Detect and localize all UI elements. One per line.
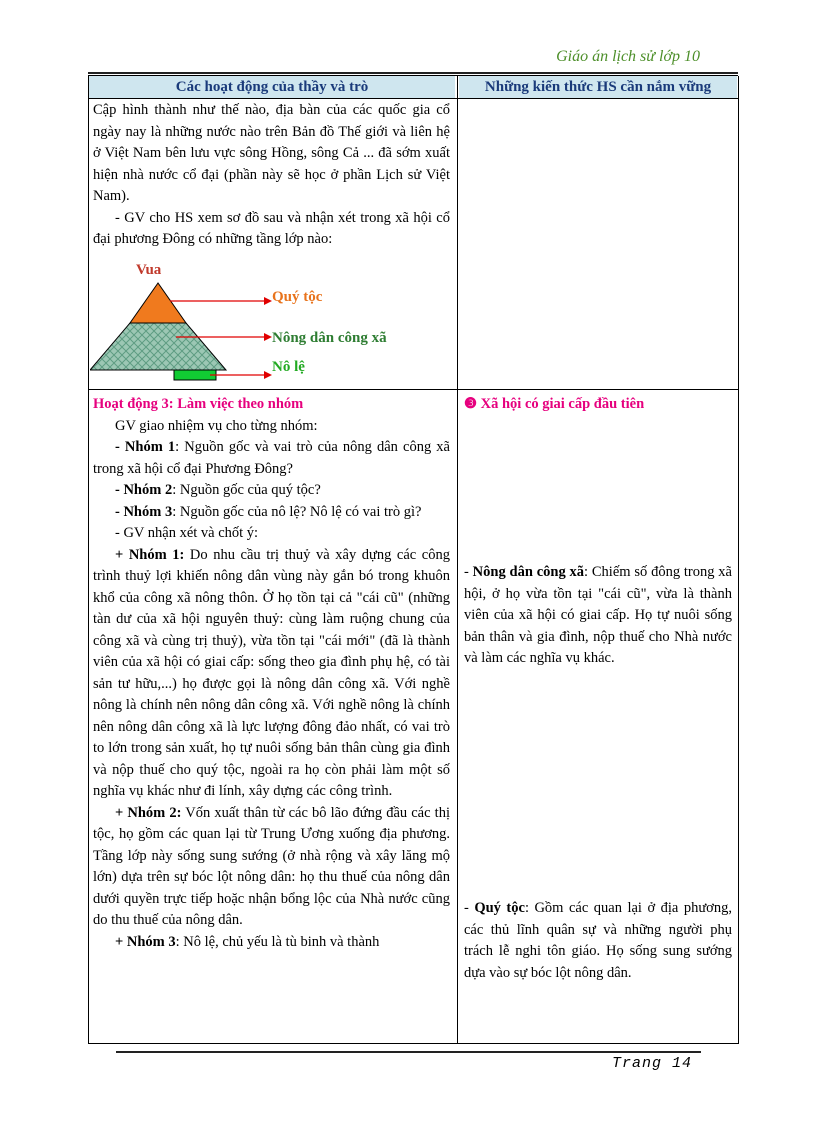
pyramid-top-quy-toc <box>130 283 186 323</box>
knowledge-quy-toc-prefix: - <box>464 900 475 916</box>
section-bullet-icon: ❸ <box>464 396 477 412</box>
teacher-conclusion: - GV nhận xét và chốt ý: <box>115 525 259 541</box>
answer-group-3-text: : Nô lệ, chủ yếu là tù binh và thành <box>175 933 380 950</box>
activity-heading: Hoạt động 3: Làm việc theo nhóm <box>93 396 304 412</box>
table-column-divider <box>457 76 458 1044</box>
task-group-2-label: - Nhóm 2 <box>115 482 173 498</box>
arrowhead-quy-toc <box>264 297 272 305</box>
answer-group-1-text: Do nhu cầu trị thuỷ và xây dựng các công trình thuỷ lợi khiến nông dân vùng này gắn bó trong khuôn khổ của công xã nông thôn. Ở họ tồn tại cả "cái cũ" (những tàn dư của xã hội nguyên thuỷ: cùng làm ruộng chung của công xã và cùng trị thuỷ), vừa tồn tại "cái mới" (đã là thành viên của xã hội có giai cấp: sống theo gia đình phụ hệ, có tài sản tư hữu,...) họ được gọi là nông dân công xã. Với nghề nông là chính nên nông dân công xã. Với nghề nông là chính nên nông dân công xã là lực lượng đông đảo nhất, có vai trò to lớn trong sản xuất, họ tự nuôi sống bản thân cùng gia đình và nộp thuế cho quý tộc, ngoài ra họ còn phải làm một số nghĩa vụ khác như đi lính, xây dựng các công trình. <box>93 546 450 799</box>
label-vua: Vua <box>136 262 162 278</box>
knowledge-quy-toc-label: Quý tộc <box>474 900 525 916</box>
label-nong-dan-cong-xa: Nông dân công xã <box>272 330 387 346</box>
column-header-left: Các hoạt động của thầy và trò <box>89 76 455 98</box>
task-group-3-text: : Nguồn gốc của nô lệ? Nô lệ có vai trò gì? <box>172 503 422 520</box>
answer-group-2-text: Vốn xuất thân từ các bô lão đứng đầu các thị tộc, họ gồm các quan lại từ Trung Ương xuống địa phương. Tầng lớp này sống sung sướng (ở nhà rộng và xây lăng mộ lớn) dựa trên sự bóc lột nông dân: họ thu thuế của nông dân dưới quyền trực tiếp hoặc nhận bổng lộc của Nhà nước cũng do thu thuế của nông dân. <box>93 804 450 928</box>
table-bottom-border <box>88 1043 738 1044</box>
row1-paragraph-1: Cập hình thành như thế nào, địa bàn của các quốc gia cổ ngày nay là những nước nào trên Bản đồ Thế giới và liên hệ ở Việt Nam bên lưu vực sông Hồng, sông Cả ... đã sớm xuất hiện nhà nước cổ đại (phần này sẽ học ở phần Lịch sử Việt Nam). <box>93 102 450 204</box>
label-no-le: Nô lệ <box>272 359 305 375</box>
answer-group-1-label: + Nhóm 1: <box>115 546 185 563</box>
answer-group-3-label: + Nhóm 3 <box>115 933 176 950</box>
knowledge-nong-dan-text: : Chiếm số đông trong xã hội, ở họ vừa tồn tại "cái cũ", vừa là thành viên của xã hội có giai cấp. Họ tự nuôi sống bản thân và gia đình, nộp thuế cho Nhà nước và làm các nghĩa vụ khác. <box>464 564 732 666</box>
column-header-right: Những kiến thức HS cần nắm vững <box>459 76 737 98</box>
table-right-border <box>738 76 739 1044</box>
answer-group-1 <box>93 545 450 803</box>
table-left-border <box>88 76 89 1044</box>
task-group-3-label: - Nhóm 3 <box>115 503 173 520</box>
footer-rule <box>116 1051 701 1053</box>
header-rule <box>88 72 738 74</box>
section-heading <box>464 394 732 416</box>
answer-group-2 <box>93 803 450 932</box>
knowledge-nong-dan-prefix: - <box>464 564 473 580</box>
row1-paragraph-2: - GV cho HS xem sơ đồ sau và nhận xét trong xã hội cổ đại phương Đông có những tầng lớp nào: <box>93 209 450 247</box>
arrowhead-nong-dan <box>264 333 272 341</box>
task-group-1-label: - Nhóm 1 <box>115 439 176 455</box>
header-title: Giáo án lịch sử lớp 10 <box>556 48 700 65</box>
label-quy-toc: Quý tộc <box>272 289 323 305</box>
knowledge-nong-dan-paragraph <box>464 562 732 670</box>
row-divider <box>88 389 738 390</box>
task-group-3 <box>93 502 450 524</box>
knowledge-quy-toc-paragraph <box>464 898 732 984</box>
task-group-2 <box>93 480 450 502</box>
pyramid-middle-nong-dan <box>90 323 226 370</box>
answer-group-2-label: + Nhóm 2: <box>115 804 182 821</box>
section-heading-text: Xã hội có giai cấp đầu tiên <box>480 396 645 412</box>
table-header-bottom-border <box>88 98 738 99</box>
page-number: Trang 14 <box>612 1055 693 1072</box>
knowledge-nong-dan <box>464 562 732 670</box>
knowledge-nong-dan-label: Nông dân công xã <box>472 564 585 580</box>
task-intro: GV giao nhiệm vụ cho từng nhóm: <box>115 417 318 434</box>
knowledge-quy-toc-text: : Gồm các quan lại ở địa phương, các thủ lĩnh quân sự và những người phụ trách lễ nghi tôn giáo. Họ sống sung sướng dựa vào sự bóc lột nông dân. <box>464 900 732 981</box>
task-group-1 <box>93 437 450 480</box>
answer-group-3 <box>93 932 450 954</box>
arrowhead-no-le <box>264 371 272 379</box>
pyramid-base-no-le <box>174 370 216 380</box>
task-group-1-text: : Nguồn gốc và vai trò của nông dân công xã trong xã hội cổ đại Phương Đông? <box>93 439 450 477</box>
task-group-2-text: : Nguồn gốc của quý tộc? <box>172 482 321 498</box>
row1-left-cell <box>93 100 450 251</box>
knowledge-quy-toc <box>464 898 732 984</box>
row2-left-cell <box>93 394 450 953</box>
